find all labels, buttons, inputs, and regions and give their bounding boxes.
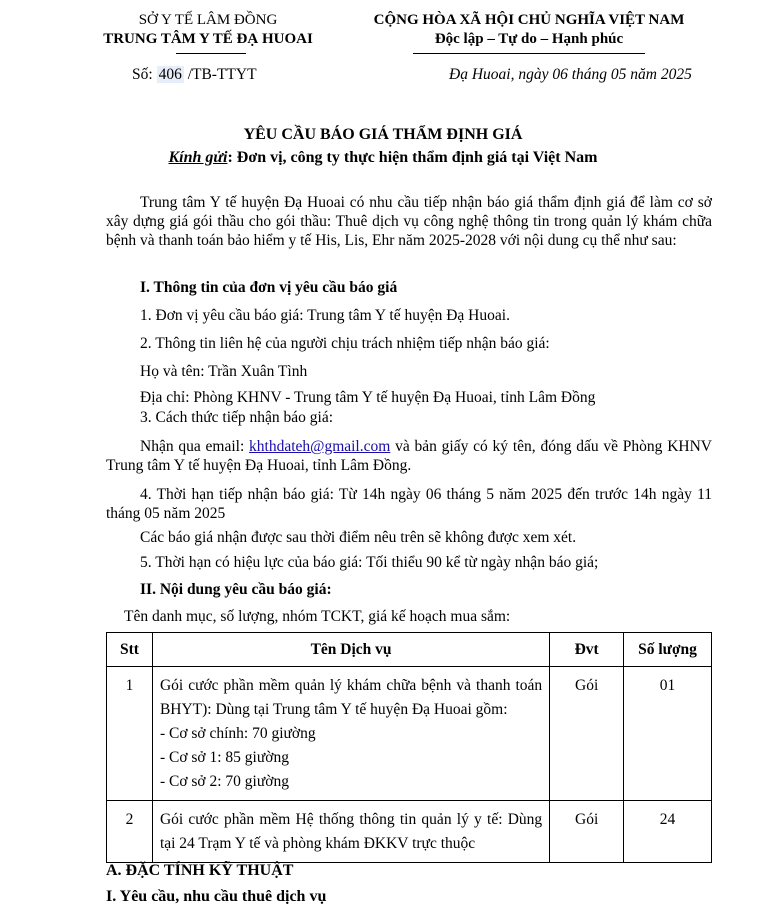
service-description: Gói cước phần mềm quản lý khám chữa bệnh và thanh toán BHYT): Dùng tại Trung tâm Y tế huyện Đạ Huoai gồm: xyxy=(159,677,543,718)
document-number-prefix: Số: xyxy=(132,66,153,83)
table-row xyxy=(107,667,712,801)
header-unit: Đvt xyxy=(550,633,624,667)
contact-name: Họ và tên: Trần Xuân Tình xyxy=(140,363,308,380)
service-subitem: - Cơ sở 2: 70 giường xyxy=(159,773,289,790)
email-paragraph xyxy=(106,437,712,475)
header-service-name: Tên Dịch vụ xyxy=(152,633,549,667)
left-header-underline xyxy=(176,53,246,54)
service-description: Gói cước phần mềm Hệ thống thông tin quản lý y tế: Dùng tại 24 Trạm Y tế và phòng khám ĐKKV trực thuộc xyxy=(159,811,543,852)
contact-address: Địa chỉ: Phòng KHNV - Trung tâm Y tế huyện Đạ Huoai, tỉnh Lâm Đồng xyxy=(140,389,596,406)
row-unit: Gói xyxy=(550,667,624,801)
late-submission-note: Các báo giá nhận được sau thời điểm nêu trên sẽ không được xem xét. xyxy=(140,529,577,546)
section-1-item-5: 5. Thời hạn có hiệu lực của báo giá: Tối thiểu 90 kể từ ngày nhận báo giá; xyxy=(140,554,599,571)
national-motto-title: CỘNG HÒA XÃ HỘI CHỦ NGHĨA VIỆT NAM xyxy=(373,12,685,28)
document-date: Đạ Huoai, ngày 06 tháng 05 năm 2025 xyxy=(449,66,692,83)
table-row xyxy=(107,801,712,863)
document-number-value: 406 xyxy=(158,66,182,83)
header-stt: Stt xyxy=(107,633,153,667)
service-subitem: - Cơ sở chính: 70 giường xyxy=(159,725,316,742)
service-table xyxy=(106,632,712,863)
section-a-subheading: I. Yêu cầu, nhu cầu thuê dịch vụ xyxy=(106,888,327,905)
right-header-underline xyxy=(413,53,645,54)
table-header-row xyxy=(107,633,712,667)
document-number xyxy=(132,66,257,84)
section-a-heading: A. ĐẶC TÍNH KỸ THUẬT xyxy=(106,862,294,879)
service-subitem: - Cơ sở 1: 85 giường xyxy=(159,749,289,766)
recipient-line xyxy=(0,149,766,167)
section-2-heading: II. Nội dung yêu cầu báo giá: xyxy=(140,581,332,598)
section-2-intro: Tên danh mục, số lượng, nhóm TCKT, giá kế hoạch mua sắm: xyxy=(124,608,511,625)
header-quantity: Số lượng xyxy=(624,633,712,667)
row-stt: 1 xyxy=(107,667,153,801)
section-1-item-1: 1. Đơn vị yêu cầu báo giá: Trung tâm Y tế huyện Đạ Huoai. xyxy=(140,307,510,324)
document-number-suffix: /TB-TTYT xyxy=(187,66,257,83)
document-title: YÊU CẦU BÁO GIÁ THẨM ĐỊNH GIÁ xyxy=(243,126,523,143)
section-1-item-4: 4. Thời hạn tiếp nhận báo giá: Từ 14h ngày 06 tháng 5 năm 2025 đến trước 14h ngày 11 tháng 05 năm 2025 xyxy=(106,486,712,522)
row-quantity: 24 xyxy=(624,801,712,863)
email-link[interactable]: khthdateh@gmail.com xyxy=(249,438,391,455)
national-motto-subtitle: Độc lập – Tự do – Hạnh phúc xyxy=(434,31,624,47)
recipient-label: Kính gửi xyxy=(168,149,228,166)
intro-paragraph: Trung tâm Y tế huyện Đạ Huoai có nhu cầu tiếp nhận báo giá thẩm định giá để làm cơ sở xây dựng giá gói thầu cho gói thầu: Thuê dịch vụ công nghệ thông tin trong quản lý khám chữa bệnh và thanh toán bảo hiểm y tế His, Lis, Ehr năm 2025-2028 với nội dung cụ thể như sau: xyxy=(106,194,712,249)
issuing-organization: TRUNG TÂM Y TẾ ĐẠ HUOAI xyxy=(103,31,313,47)
section-1-item-3: 3. Cách thức tiếp nhận báo giá: xyxy=(140,409,334,426)
row-service xyxy=(152,667,549,801)
email-prefix: Nhận qua email: xyxy=(140,438,250,455)
section-1-item-2: 2. Thông tin liên hệ của người chịu trách nhiệm tiếp nhận báo giá: xyxy=(140,335,550,352)
row-stt: 2 xyxy=(107,801,153,863)
section-1-heading: I. Thông tin của đơn vị yêu cầu báo giá xyxy=(140,279,398,296)
row-quantity: 01 xyxy=(624,667,712,801)
recipient-text: : Đơn vị, công ty thực hiện thẩm định giá tại Việt Nam xyxy=(227,149,598,166)
issuing-department: SỞ Y TẾ LÂM ĐỒNG xyxy=(138,12,278,28)
row-unit: Gói xyxy=(550,801,624,863)
email-suffix: và bản giấy có ký tên, đóng dấu về Phòng KHNV Trung tâm Y tế huyện Đạ Huoai, tỉnh Lâm Đồng. xyxy=(106,438,712,474)
row-service xyxy=(152,801,549,863)
